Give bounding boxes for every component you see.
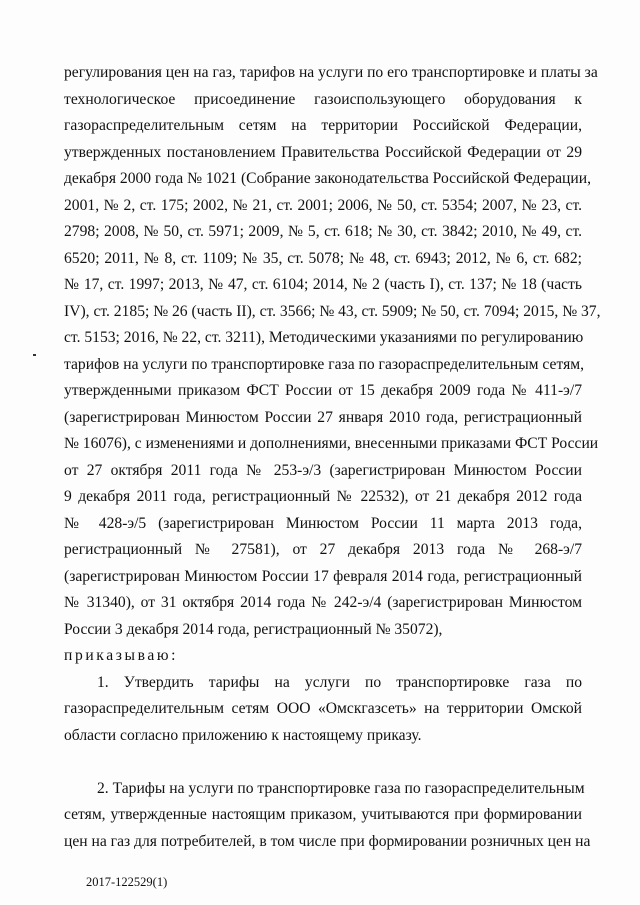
body-line: утвержденных постановлением Правительства Российской Федерации от 29 bbox=[64, 143, 582, 161]
body-line: регистрационный № 27581), от 27 декабря 2013 года № 268-э/7 bbox=[64, 541, 582, 558]
body-line: от 27 октября 2011 года № 253-э/3 (зарегистрирован Минюстом России bbox=[64, 461, 582, 479]
body-line: № 31340), от 31 октября 2014 года № 242-э/4 (зарегистрирован Минюстом bbox=[64, 594, 582, 611]
document-body bbox=[64, 60, 601, 855]
item-1-line: 1. Утвердить тарифы на услуги по транспортировке газа по bbox=[97, 673, 582, 691]
item-1-line: области согласно приложению к настоящему приказу. bbox=[64, 726, 422, 744]
body-line: технологическое присоединение газоиспользующего оборудования к bbox=[64, 90, 582, 108]
scan-speck bbox=[33, 354, 36, 356]
body-line: газораспределительным сетям на территории Российской Федерации, bbox=[64, 117, 582, 134]
body-line: утвержденными приказом ФСТ России от 15 декабря 2009 года № 411-э/7 bbox=[64, 382, 582, 399]
body-line: № 428-э/5 (зарегистрирован Минюстом России 11 марта 2013 года, bbox=[64, 514, 582, 532]
body-line: № 17, ст. 1997; 2013, № 47, ст. 6104; 2014, № 2 (часть I), ст. 137; № 18 (часть bbox=[64, 276, 582, 293]
order-heading: приказываю: bbox=[64, 647, 179, 664]
document-number: 2017-122529(1) bbox=[86, 875, 168, 889]
body-line: ст. 5153; 2016, № 22, ст. 3211), Методическими указаниями по регулированию bbox=[64, 329, 584, 346]
body-line: регулирования цен на газ, тарифов на услуги по его транспортировке и платы за bbox=[64, 64, 598, 81]
item-2-line: 2. Тарифы на услуги по транспортировке газа по газораспределительным bbox=[97, 779, 585, 797]
item-1-line: газораспределительным сетям ООО «Омскгазсеть» на территории Омской bbox=[64, 700, 582, 717]
body-line: 2798; 2008, № 50, ст. 5971; 2009, № 5, ст. 618; № 30, ст. 3842; 2010, № 49, ст. bbox=[64, 223, 582, 240]
body-line: 6520; 2011, № 8, ст. 1109; № 35, ст. 5078; № 48, ст. 6943; 2012, № 6, ст. 682; bbox=[64, 249, 582, 267]
body-line: декабря 2000 года № 1021 (Собрание законодательства Российской Федерации, bbox=[64, 170, 591, 187]
body-line: 2001, № 2, ст. 175; 2002, № 21, ст. 2001; 2006, № 50, ст. 5354; 2007, № 23, ст. bbox=[64, 196, 582, 214]
body-line: 9 декабря 2011 года, регистрационный № 22532), от 21 декабря 2012 года bbox=[64, 488, 582, 505]
body-line: (зарегистрирован Минюстом России 27 января 2010 года, регистрационный bbox=[64, 408, 582, 426]
body-line: (зарегистрирован Минюстом России 17 февраля 2014 года, регистрационный bbox=[64, 567, 582, 585]
item-2-line: цен на газ для потребителей, в том числе при формировании розничных цен на bbox=[64, 832, 591, 850]
body-line: России 3 декабря 2014 года, регистрационный № 35072), bbox=[64, 620, 443, 638]
body-line: IV), ст. 2185; № 26 (часть II), ст. 3566; № 43, ст. 5909; № 50, ст. 7094; 2015, № 37, bbox=[64, 302, 601, 320]
item-2-line: сетям, утвержденные настоящим приказом, учитываются при формировании bbox=[64, 806, 582, 823]
body-line: № 16076), с изменениями и дополнениями, внесенными приказами ФСТ России bbox=[64, 435, 599, 452]
paragraph-gap bbox=[64, 749, 582, 776]
body-line: тарифов на услуги по транспортировке газа по газораспределительным сетям, bbox=[64, 355, 585, 373]
